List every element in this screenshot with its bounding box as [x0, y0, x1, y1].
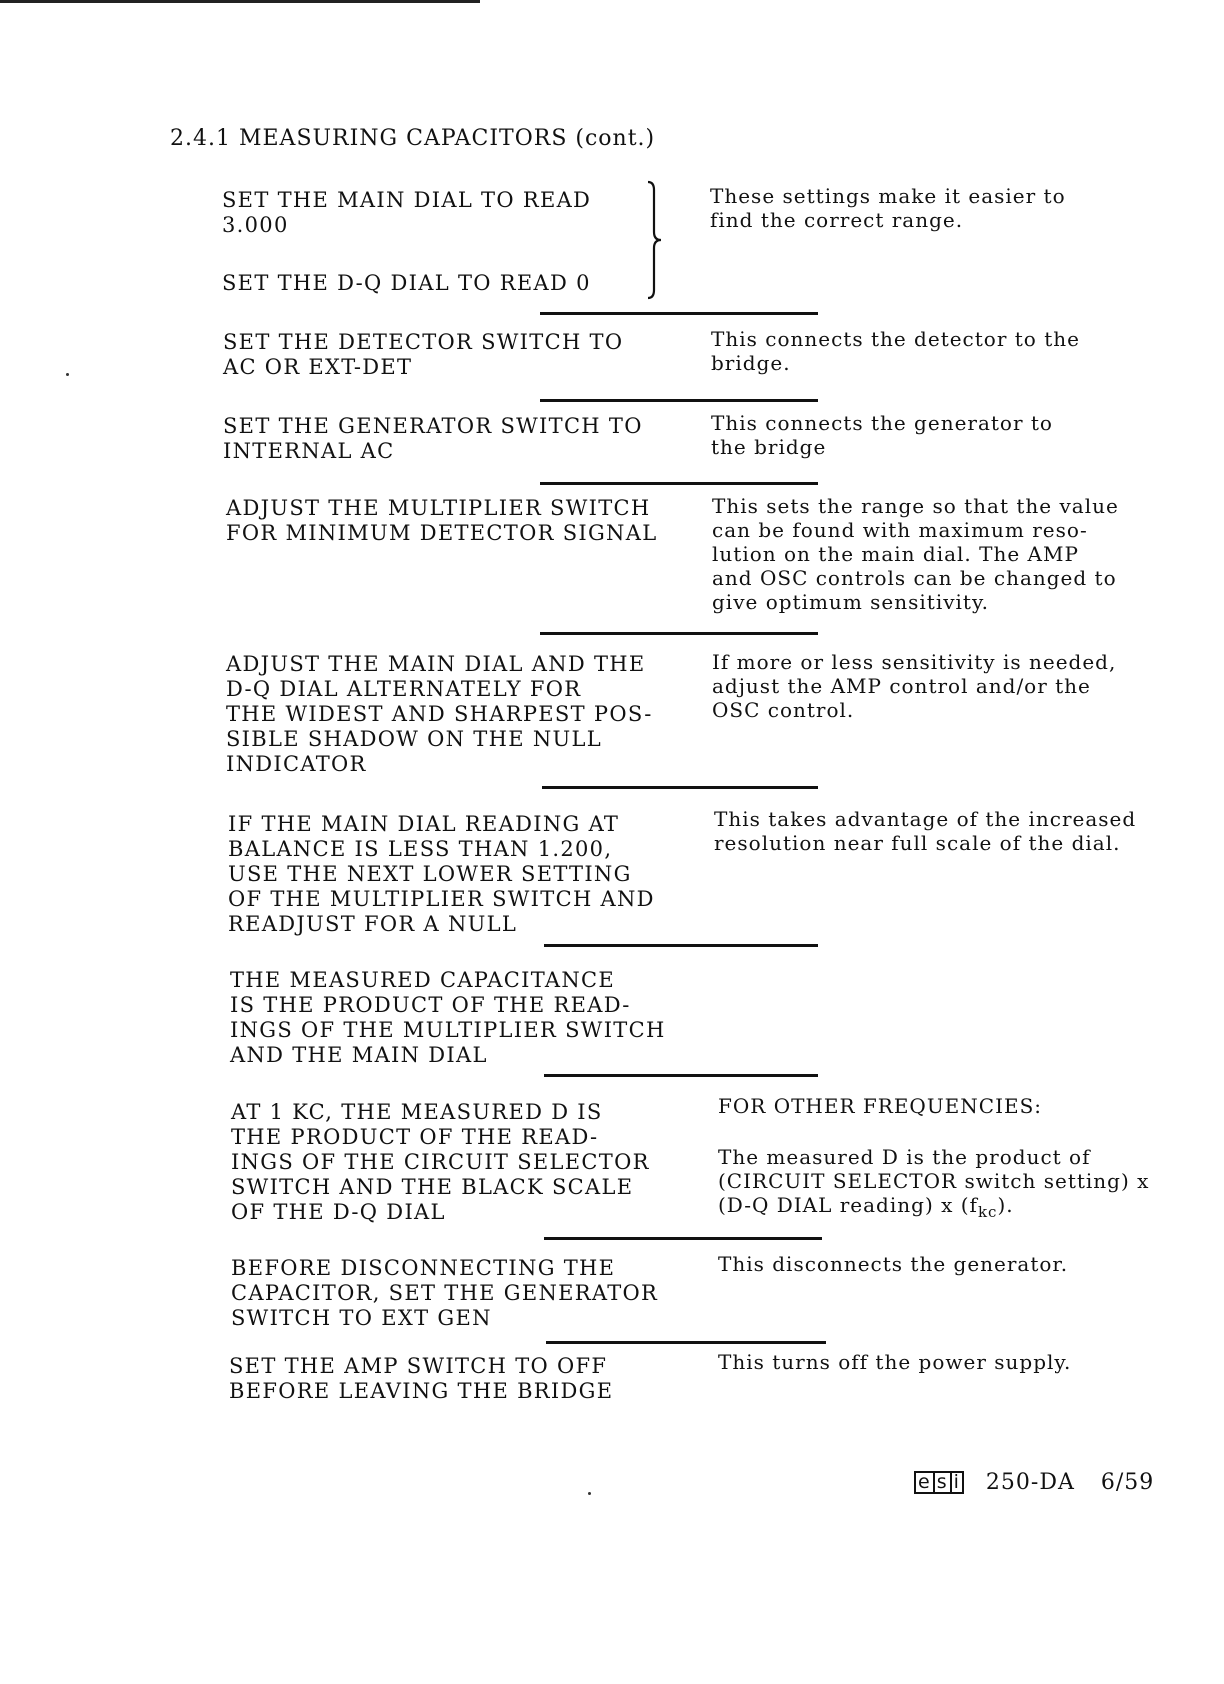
instruction-before-disconnecting: BEFORE DISCONNECTING THE CAPACITOR, SET THE GENERATOR SWITCH TO EXT GEN	[231, 1256, 659, 1330]
document-id: 250-DA	[985, 1470, 1075, 1495]
scan-speck	[588, 1492, 591, 1495]
logo-letter: e	[918, 1471, 931, 1493]
step-divider	[540, 399, 818, 402]
page-footer	[914, 1470, 1154, 1495]
logo-letter: s	[933, 1473, 950, 1492]
explanation-increased-resolution: This takes advantage of the increased resolution near full scale of the dial.	[714, 807, 1137, 855]
instruction-generator-switch: SET THE GENERATOR SWITCH TO INTERNAL AC	[223, 414, 643, 463]
step-divider	[540, 312, 818, 315]
step-divider	[544, 1237, 822, 1240]
explanation-generator: This connects the generator to the bridge	[711, 411, 1053, 459]
section-heading: 2.4.1 MEASURING CAPACITORS (cont.)	[170, 126, 656, 151]
step-divider	[544, 1074, 818, 1077]
explanation-other-frequencies-body: The measured D is the product of (CIRCUIT SELECTOR switch setting) x (D-Q DIAL reading) x $(f_{kc})$.	[718, 1145, 1150, 1221]
explanation-sensitivity: If more or less sensitivity is needed, adjust the AMP control and/or the OSC control.	[712, 650, 1117, 722]
explanation-disconnects-generator: This disconnects the generator.	[718, 1252, 1069, 1276]
document-date: 6/59	[1100, 1470, 1155, 1495]
step-divider	[544, 944, 818, 947]
scan-top-edge	[0, 0, 480, 3]
instruction-set-dq-dial: SET THE D-Q DIAL TO READ 0	[222, 271, 591, 295]
explanation-power-supply: This turns off the power supply.	[718, 1350, 1072, 1374]
instruction-measured-d: AT 1 KC, THE MEASURED D IS THE PRODUCT OF THE READ- INGS OF THE CIRCUIT SELECTOR SWITCH AND THE BLACK SCALE OF THE D-Q DIAL	[231, 1100, 650, 1224]
step-divider	[546, 1341, 826, 1344]
instruction-detector-switch: SET THE DETECTOR SWITCH TO AC OR EXT-DET	[223, 330, 624, 379]
explanation-range-resolution: This sets the range so that the value can be found with maximum reso- lution on the main dial. The AMP and OSC controls can be changed to give optimum sensitivity.	[712, 494, 1119, 614]
instruction-amp-switch-off: SET THE AMP SWITCH TO OFF BEFORE LEAVING THE BRIDGE	[229, 1354, 614, 1403]
instruction-measured-capacitance: THE MEASURED CAPACITANCE IS THE PRODUCT OF THE READ- INGS OF THE MULTIPLIER SWITCH AND THE MAIN DIAL	[230, 968, 666, 1067]
scan-speck	[66, 373, 69, 376]
explanation-other-frequencies-heading: FOR OTHER FREQUENCIES:	[718, 1094, 1043, 1118]
logo-letter: i	[950, 1473, 962, 1492]
step-divider	[540, 482, 818, 485]
esi-logo	[914, 1471, 964, 1494]
step-divider	[540, 632, 818, 635]
explanation-detector: This connects the detector to the bridge.	[711, 327, 1080, 375]
explanation-easier-range: These settings make it easier to find the correct range.	[710, 184, 1066, 232]
instruction-multiplier-switch: ADJUST THE MULTIPLIER SWITCH FOR MINIMUM DETECTOR SIGNAL	[226, 496, 658, 545]
instruction-adjust-dials: ADJUST THE MAIN DIAL AND THE D-Q DIAL ALTERNATELY FOR THE WIDEST AND SHARPEST POS- SIBLE SHADOW ON THE NULL INDICATOR	[226, 652, 653, 776]
instruction-set-main-dial: SET THE MAIN DIAL TO READ 3.000	[222, 188, 592, 237]
instruction-main-dial-reading: IF THE MAIN DIAL READING AT BALANCE IS LESS THAN 1.200, USE THE NEXT LOWER SETTING OF THE MULTIPLIER SWITCH AND READJUST FOR A NULL	[228, 812, 655, 936]
step-divider	[542, 786, 818, 789]
right-brace-icon	[646, 180, 664, 300]
